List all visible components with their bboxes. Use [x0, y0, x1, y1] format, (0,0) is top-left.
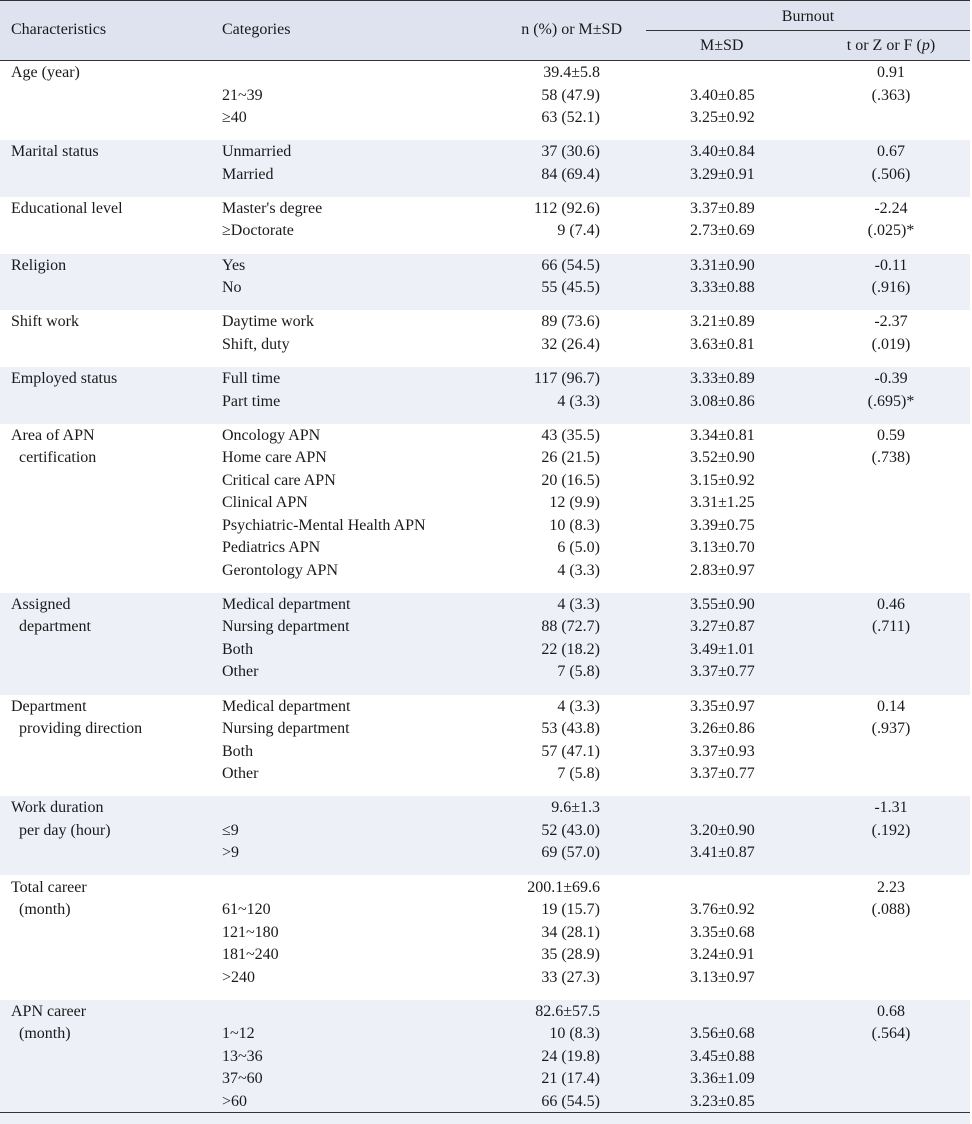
- burnout-msd-cell: 3.33±0.89: [690, 370, 755, 387]
- burnout-msd-cell: 3.35±0.68: [690, 923, 755, 941]
- category-cell: ≥Doctorate: [222, 222, 294, 240]
- burnout-msd-cell: 3.13±0.97: [690, 968, 755, 986]
- table-row: [0, 141, 970, 164]
- burnout-msd-cell: 3.31±0.90: [690, 256, 755, 274]
- stat-cell: (.363): [871, 86, 911, 104]
- stat-cell: 0.68: [877, 1002, 905, 1020]
- category-cell: ≤9: [222, 821, 239, 839]
- table-row: [0, 492, 970, 515]
- table-row: [0, 763, 970, 786]
- table-row: [0, 842, 970, 865]
- table-row: [0, 425, 970, 448]
- row-group: [0, 593, 970, 695]
- table-row: [0, 85, 970, 108]
- burnout-msd-cell: 3.24±0.91: [690, 946, 755, 963]
- category-cell: Medical department: [222, 595, 351, 613]
- stat-cell: (.711): [871, 618, 911, 636]
- category-cell: Daytime work: [222, 313, 314, 331]
- burnout-msd-cell: 3.56±0.68: [690, 1025, 755, 1043]
- row-group: [0, 695, 970, 797]
- table-header: [0, 0, 970, 61]
- table-row: [0, 820, 970, 843]
- n-percent-cell: 200.1±69.6: [527, 878, 600, 896]
- table-row: [0, 718, 970, 741]
- table-row: [0, 164, 970, 187]
- stat-cell: (.506): [871, 165, 911, 183]
- row-group: [0, 61, 970, 140]
- table-row: [0, 255, 970, 278]
- burnout-msd-cell: 3.27±0.87: [690, 618, 755, 636]
- table-row: [0, 1091, 970, 1114]
- table-row: [0, 639, 970, 662]
- table-row: [0, 1023, 970, 1046]
- stat-cell: 0.14: [877, 697, 905, 715]
- category-cell: 13~36: [222, 1047, 263, 1065]
- category-cell: Other: [222, 765, 259, 783]
- n-percent-cell: 10 (8.3): [549, 516, 600, 534]
- category-cell: >9: [222, 844, 240, 862]
- table-row: [0, 616, 970, 639]
- category-cell: Master's degree: [222, 199, 323, 217]
- characteristic-cell: certification: [19, 449, 97, 467]
- burnout-msd-cell: 3.33±0.88: [690, 279, 755, 297]
- n-percent-cell: 58 (47.9): [541, 86, 600, 104]
- stat-cell: -0.11: [874, 256, 908, 274]
- n-percent-cell: 20 (16.5): [541, 471, 600, 489]
- stat-cell: 0.46: [877, 595, 905, 613]
- burnout-underline: [646, 30, 970, 31]
- table-row: [0, 334, 970, 357]
- burnout-msd-cell: 2.73±0.69: [690, 222, 755, 240]
- category-cell: Yes: [222, 256, 246, 274]
- table-row: [0, 797, 970, 820]
- table-row: [0, 515, 970, 538]
- n-percent-cell: 12 (9.9): [549, 494, 600, 512]
- n-percent-cell: 10 (8.3): [549, 1025, 600, 1043]
- n-percent-cell: 84 (69.4): [541, 165, 600, 183]
- burnout-msd-cell: 3.63±0.81: [690, 335, 755, 353]
- header-stat-p: p: [921, 37, 930, 54]
- n-percent-cell: 35 (28.9): [541, 946, 600, 963]
- n-percent-cell: 117 (96.7): [533, 370, 600, 387]
- table-row: [0, 62, 970, 85]
- burnout-msd-cell: 3.40±0.84: [690, 143, 755, 161]
- category-cell: Oncology APN: [222, 426, 321, 444]
- category-cell: 21~39: [222, 86, 263, 104]
- row-group: [0, 310, 970, 367]
- category-cell: Married: [222, 165, 274, 183]
- characteristic-cell: department: [19, 618, 91, 636]
- characteristic-cell: Assigned: [11, 595, 71, 613]
- burnout-msd-cell: 3.40±0.85: [690, 86, 755, 104]
- stat-cell: (.695)*: [867, 392, 915, 410]
- category-cell: >240: [222, 968, 256, 986]
- burnout-msd-cell: 3.15±0.92: [690, 471, 755, 489]
- burnout-msd-cell: 3.29±0.91: [690, 165, 755, 183]
- category-cell: Full time: [222, 370, 281, 387]
- table-row: [0, 1001, 970, 1024]
- header-categories: Categories: [222, 21, 291, 38]
- characteristic-cell: Marital status: [11, 143, 99, 161]
- table-row: [0, 1068, 970, 1091]
- category-cell: Part time: [222, 392, 281, 410]
- category-cell: 61~120: [222, 901, 271, 918]
- table-row: [0, 899, 970, 922]
- burnout-msd-cell: 3.13±0.70: [690, 539, 755, 557]
- category-cell: Psychiatric-Mental Health APN: [222, 516, 426, 534]
- n-percent-cell: 66 (54.5): [541, 256, 600, 274]
- table-row: [0, 220, 970, 243]
- characteristic-cell: Age (year): [11, 64, 80, 81]
- category-cell: Gerontology APN: [222, 561, 338, 579]
- category-cell: No: [222, 279, 242, 297]
- n-percent-cell: 57 (47.1): [541, 742, 600, 760]
- category-cell: 37~60: [222, 1070, 263, 1088]
- burnout-msd-cell: 3.25±0.92: [690, 109, 755, 126]
- burnout-msd-cell: 3.37±0.77: [690, 663, 755, 681]
- row-group: [0, 1000, 970, 1124]
- burnout-msd-cell: 3.52±0.90: [690, 449, 755, 467]
- category-cell: Home care APN: [222, 449, 327, 467]
- header-burnout: Burnout: [781, 8, 835, 25]
- stat-cell: 0.59: [877, 426, 905, 444]
- n-percent-cell: 21 (17.4): [541, 1070, 600, 1088]
- characteristic-cell: Shift work: [11, 313, 79, 331]
- stat-cell: (.192): [871, 821, 911, 839]
- burnout-msd-cell: 3.35±0.97: [690, 697, 755, 715]
- burnout-msd-cell: 3.37±0.93: [690, 742, 755, 760]
- category-cell: 181~240: [222, 946, 279, 963]
- header-msd: M±SD: [700, 37, 744, 54]
- n-percent-cell: 63 (52.1): [541, 109, 600, 126]
- row-group: [0, 876, 970, 1000]
- row-group: [0, 197, 970, 254]
- n-percent-cell: 7 (5.8): [557, 765, 600, 783]
- burnout-msd-cell: 3.45±0.88: [690, 1047, 755, 1065]
- burnout-msd-cell: 3.39±0.75: [690, 516, 755, 534]
- table-row: [0, 1046, 970, 1069]
- burnout-msd-cell: 3.21±0.89: [690, 313, 755, 331]
- category-cell: Critical care APN: [222, 471, 336, 489]
- burnout-msd-cell: 3.37±0.77: [690, 765, 755, 783]
- stat-cell: (.088): [871, 901, 911, 918]
- stat-cell: -1.31: [874, 799, 908, 817]
- n-percent-cell: 6 (5.0): [557, 539, 600, 557]
- n-percent-cell: 4 (3.3): [557, 697, 600, 715]
- characteristic-cell: Area of APN: [11, 426, 95, 444]
- table-row: [0, 391, 970, 414]
- n-percent-cell: 33 (27.3): [541, 968, 600, 986]
- burnout-msd-cell: 3.20±0.90: [690, 821, 755, 839]
- table-row: [0, 107, 970, 130]
- category-cell: Medical department: [222, 697, 351, 715]
- row-group: [0, 367, 970, 424]
- burnout-msd-cell: 3.36±1.09: [690, 1070, 755, 1088]
- category-cell: 121~180: [222, 923, 279, 941]
- category-cell: Unmarried: [222, 143, 292, 161]
- stat-cell: (.564): [871, 1025, 911, 1043]
- table-row: [0, 696, 970, 719]
- table-row: [0, 877, 970, 900]
- n-percent-cell: 19 (15.7): [541, 901, 600, 918]
- category-cell: >60: [222, 1092, 248, 1110]
- n-percent-cell: 55 (45.5): [541, 279, 600, 297]
- burnout-msd-cell: 3.41±0.87: [690, 844, 755, 862]
- characteristic-cell: providing direction: [19, 720, 143, 738]
- characteristic-cell: Employed status: [11, 370, 118, 387]
- n-percent-cell: 39.4±5.8: [543, 64, 600, 81]
- category-cell: Pediatrics APN: [222, 539, 321, 557]
- category-cell: Nursing department: [222, 720, 350, 738]
- category-cell: Both: [222, 640, 254, 658]
- table-row: [0, 537, 970, 560]
- n-percent-cell: 26 (21.5): [541, 449, 600, 467]
- n-percent-cell: 82.6±57.5: [535, 1002, 600, 1020]
- n-percent-cell: 112 (92.6): [533, 199, 600, 217]
- table-row: [0, 311, 970, 334]
- stat-cell: (.937): [871, 720, 911, 738]
- n-percent-cell: 24 (19.8): [541, 1047, 600, 1065]
- table-row: [0, 277, 970, 300]
- category-cell: Nursing department: [222, 618, 350, 636]
- n-percent-cell: 4 (3.3): [557, 595, 600, 613]
- characteristic-cell: (month): [19, 901, 71, 918]
- burnout-msd-cell: 2.83±0.97: [690, 561, 755, 579]
- burnout-msd-cell: 3.55±0.90: [690, 595, 755, 613]
- header-n-or-msd: n (%) or M±SD: [521, 21, 622, 38]
- header-characteristics: Characteristics: [11, 21, 107, 38]
- burnout-msd-cell: 3.76±0.92: [690, 901, 755, 918]
- stat-cell: -2.24: [874, 199, 908, 217]
- n-percent-cell: 69 (57.0): [541, 844, 600, 862]
- row-group: [0, 424, 970, 593]
- n-percent-cell: 32 (26.4): [541, 335, 600, 353]
- n-percent-cell: 53 (43.8): [541, 720, 600, 738]
- n-percent-cell: 37 (30.6): [541, 143, 600, 161]
- characteristic-cell: Educational level: [11, 199, 123, 217]
- row-group: [0, 796, 970, 875]
- category-cell: Clinical APN: [222, 494, 308, 512]
- n-percent-cell: 66 (54.5): [541, 1092, 600, 1110]
- stat-cell: (.025)*: [867, 222, 915, 240]
- burnout-msd-cell: 3.23±0.85: [690, 1092, 755, 1110]
- header-stat-close: ): [929, 37, 936, 54]
- n-percent-cell: 88 (72.7): [541, 618, 600, 636]
- table-row: [0, 967, 970, 990]
- burnout-msd-cell: 3.49±1.01: [690, 640, 755, 658]
- stat-cell: 0.67: [877, 143, 905, 161]
- burnout-msd-cell: 3.26±0.86: [690, 720, 755, 738]
- table-row: [0, 661, 970, 684]
- burnout-msd-cell: 3.34±0.81: [690, 426, 755, 444]
- burnout-msd-cell: 3.08±0.86: [690, 392, 755, 410]
- n-percent-cell: 52 (43.0): [541, 821, 600, 839]
- n-percent-cell: 4 (3.3): [557, 392, 600, 410]
- row-group: [0, 140, 970, 197]
- characteristic-cell: Work duration: [11, 799, 104, 817]
- category-cell: Shift, duty: [222, 335, 290, 353]
- header-stat: [816, 36, 966, 56]
- n-percent-cell: 7 (5.8): [557, 663, 600, 681]
- table-row: [0, 560, 970, 583]
- table-row: [0, 470, 970, 493]
- stat-cell: 2.23: [877, 878, 905, 896]
- n-percent-cell: 4 (3.3): [557, 561, 600, 579]
- category-cell: ≥40: [222, 109, 247, 126]
- stat-cell: (.019): [871, 335, 911, 353]
- table-row: [0, 368, 970, 391]
- table-row: [0, 944, 970, 967]
- stat-cell: 0.91: [877, 64, 905, 81]
- characteristic-cell: (month): [19, 1025, 71, 1043]
- stat-cell: (.738): [871, 449, 911, 467]
- header-stat-text: t or Z or F (: [846, 37, 922, 54]
- burnout-msd-cell: 3.31±1.25: [690, 494, 755, 512]
- table-row: [0, 447, 970, 470]
- table-row: [0, 198, 970, 221]
- n-percent-cell: 43 (35.5): [541, 426, 600, 444]
- category-cell: 1~12: [222, 1025, 255, 1043]
- n-percent-cell: 9 (7.4): [557, 222, 600, 240]
- table-bottom-rule: [0, 1112, 970, 1113]
- category-cell: Both: [222, 742, 254, 760]
- stat-cell: (.916): [871, 279, 911, 297]
- table-row: [0, 741, 970, 764]
- characteristic-cell: Total career: [11, 878, 87, 896]
- category-cell: Other: [222, 663, 259, 681]
- n-percent-cell: 34 (28.1): [541, 923, 600, 941]
- burnout-msd-cell: 3.37±0.89: [690, 199, 755, 217]
- n-percent-cell: 22 (18.2): [541, 640, 600, 658]
- characteristic-cell: APN career: [11, 1002, 87, 1020]
- characteristic-cell: Religion: [11, 256, 67, 274]
- characteristic-cell: per day (hour): [19, 821, 111, 839]
- row-group: [0, 254, 970, 311]
- characteristic-cell: Department: [11, 697, 87, 715]
- n-percent-cell: 89 (73.6): [541, 313, 600, 331]
- stat-cell: -0.39: [874, 370, 908, 387]
- table-row: [0, 594, 970, 617]
- n-percent-cell: 9.6±1.3: [551, 799, 600, 817]
- stat-cell: -2.37: [874, 313, 908, 331]
- table-row: [0, 922, 970, 945]
